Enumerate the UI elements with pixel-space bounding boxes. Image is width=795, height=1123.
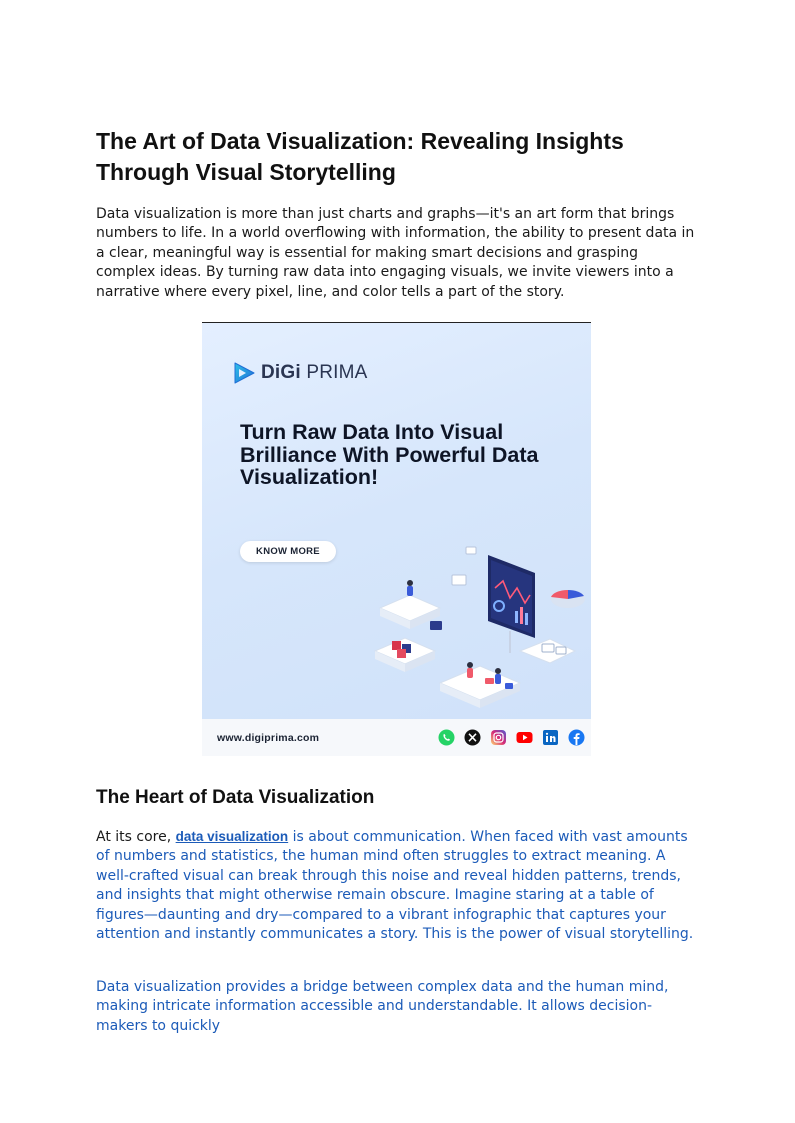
section-paragraph-1 — [96, 827, 696, 944]
youtube-icon[interactable] — [516, 729, 533, 746]
website-url[interactable]: www.digiprima.com — [217, 731, 320, 744]
paragraph-lead-text: At its core, — [96, 829, 176, 845]
digiprima-logo — [231, 360, 368, 386]
promo-banner-image — [202, 322, 591, 756]
instagram-icon[interactable] — [490, 729, 507, 746]
x-icon[interactable] — [464, 729, 481, 746]
section-paragraph-2: Data visualization provides a bridge between complex data and the human mind, making intricate information accessible and understandable. It allows decision-makers to quickly — [96, 979, 669, 1034]
logo-text-bold: DiGi — [261, 362, 301, 383]
article-title: The Art of Data Visualization: Revealing Insights Through Visual Storytelling — [96, 128, 624, 185]
logo-text-light: PRIMA — [300, 362, 368, 383]
know-more-button[interactable]: KNOW MORE — [240, 541, 336, 562]
banner-headline: Turn Raw Data Into Visual Brilliance With Powerful Data Visualization! — [240, 420, 539, 489]
linkedin-icon[interactable] — [542, 729, 559, 746]
intro-paragraph: Data visualization is more than just charts and graphs—it's an art form that brings numbers to life. In a world overflowing with information, the ability to present data in a clear, meaningful way is essential for making smart decisions and grasping complex ideas. By turning raw data into engaging visuals, we invite viewers into a narrative where every pixel, line, and color tells a part of the story. — [96, 206, 695, 300]
whatsapp-icon[interactable] — [438, 729, 455, 746]
play-logo-icon — [231, 360, 257, 386]
facebook-icon[interactable] — [568, 729, 585, 746]
social-icons — [429, 729, 585, 746]
paragraph-body-text: is about communication. When faced with vast amounts of numbers and statistics, the human mind often struggles to extract meaning. A well-crafted visual can break through this noise and reveal hidden patterns, trends, and insights that might otherwise remain obscure. Imagine staring at a table of figures—daunting and dry—compared to a vibrant infographic that captures your attention and instantly communicates a story. This is the power of visual storytelling. — [96, 829, 694, 943]
banner-footer-bar — [202, 719, 591, 756]
data-dashboard-illustration — [370, 543, 591, 718]
data-visualization-link[interactable]: data visualization — [175, 829, 289, 844]
section-heading: The Heart of Data Visualization — [96, 787, 375, 808]
